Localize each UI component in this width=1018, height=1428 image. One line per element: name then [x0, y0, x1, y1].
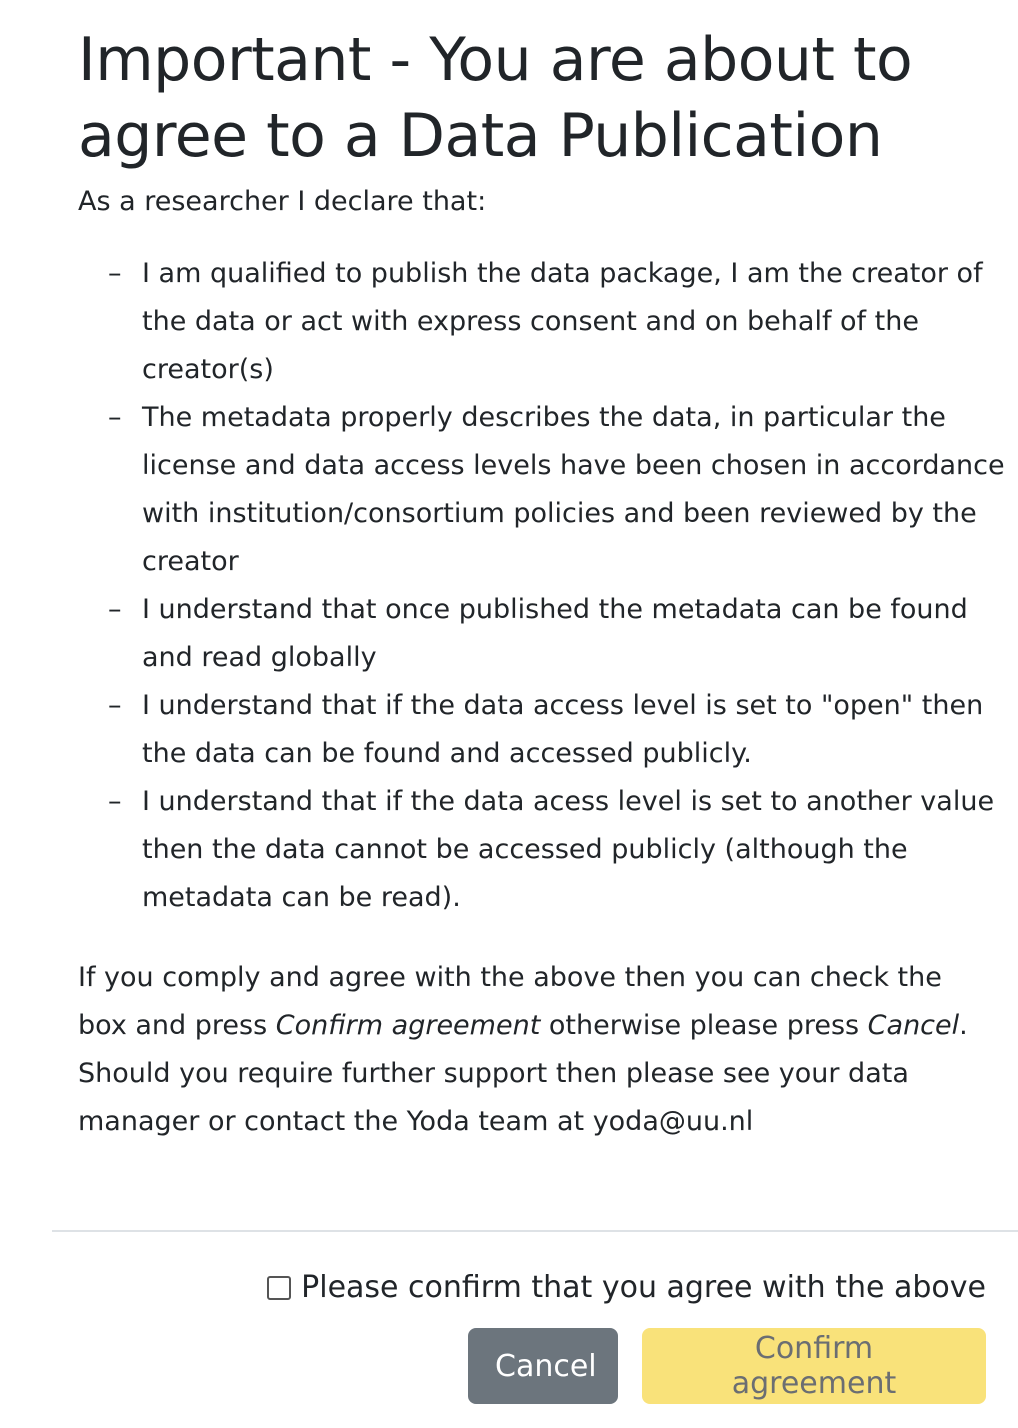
declaration-item: [108, 394, 1012, 586]
list-bullet: –: [108, 690, 122, 721]
declaration-item: [108, 682, 1012, 778]
dialog-intro: As a researcher I declare that:: [78, 186, 487, 217]
list-bullet: –: [108, 258, 122, 289]
agreement-checkbox-label[interactable]: Please confirm that you agree with the above: [301, 1270, 986, 1305]
agreement-checkbox[interactable]: [267, 1276, 291, 1300]
declaration-text: I am qualified to publish the data package, I am the creator of the data or act with express consent and on behalf of the creator(s): [142, 258, 983, 385]
list-bullet: –: [108, 786, 122, 817]
declaration-text: I understand that if the data access level is set to "open" then the data can be found and accessed publicly.: [142, 690, 984, 769]
dialog-title: Important - You are about to agree to a Data Publication: [78, 25, 913, 171]
footer-divider: [52, 1230, 1018, 1232]
modal-body: [78, 22, 1008, 1146]
declaration-item: [108, 250, 1012, 394]
declaration-text: I understand that if the data acess level is set to another value then the data cannot be accessed publicly (although the metadata can be read).: [142, 786, 995, 913]
declaration-item: [108, 778, 1012, 922]
instructions-text-3: . Should you require further support then please see your data manager or contact the Yoda team at yoda@uu.nl: [78, 1010, 968, 1137]
footer-buttons: [267, 1328, 986, 1404]
modal-footer: [267, 1262, 986, 1404]
agreement-confirm-row[interactable]: [267, 1262, 986, 1314]
declaration-text: I understand that once published the metadata can be found and read globally: [142, 594, 968, 673]
confirm-agreement-reference: Confirm agreement: [275, 1010, 541, 1041]
declaration-list: [78, 250, 1012, 922]
cancel-reference: Cancel: [867, 1010, 960, 1041]
instructions-text-2: otherwise please press: [540, 1010, 868, 1041]
confirm-agreement-button[interactable]: Confirm agreement: [642, 1328, 986, 1404]
list-bullet: –: [108, 594, 122, 625]
instructions-paragraph: [78, 954, 998, 1146]
declaration-text: The metadata properly describes the data, in particular the license and data access levels have been chosen in accordance with institution/consortium policies and been reviewed by the creator: [142, 402, 1005, 577]
cancel-button[interactable]: Cancel: [468, 1328, 618, 1404]
list-bullet: –: [108, 402, 122, 433]
instructions-text-1: If you comply and agree with the above then you can check the box and press: [78, 962, 942, 1041]
declaration-item: [108, 586, 1012, 682]
